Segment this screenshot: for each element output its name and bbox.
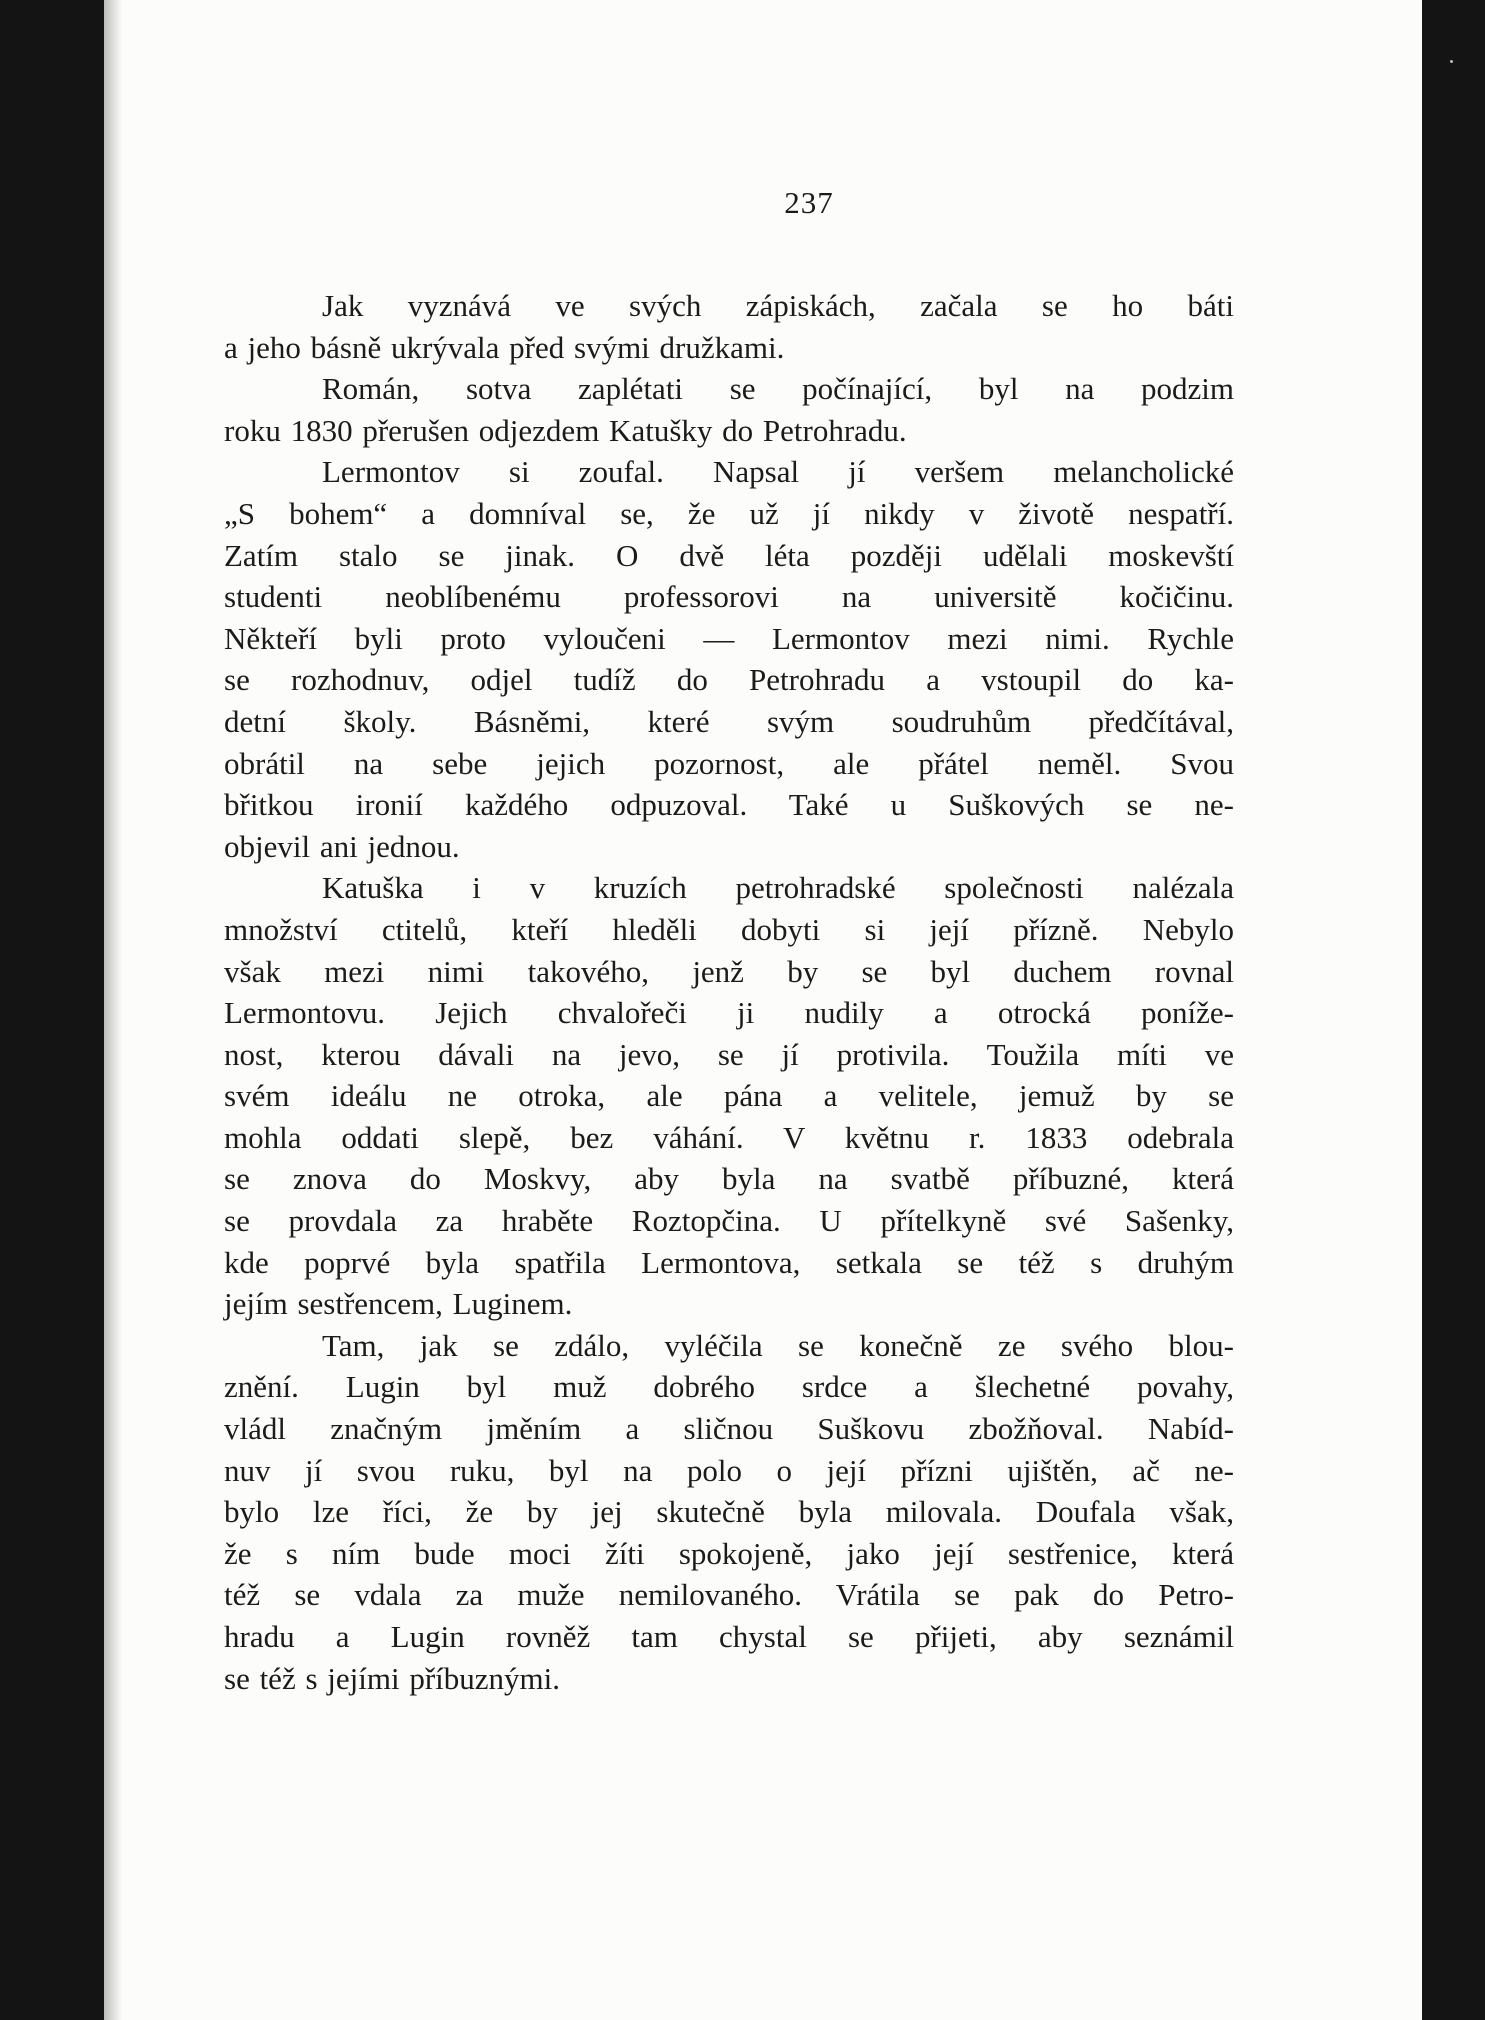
text-line: studenti neoblíbenému professorovi na universitě kočičinu. (224, 579, 1234, 615)
text-line: Zatím stalo se jinak. O dvě léta později udělali moskevští (224, 537, 1234, 573)
text-line: nuv jí svou ruku, byl na polo o její přízni ujištěn, ač ne- (224, 1452, 1234, 1488)
text-line: Někteří byli proto vyloučeni — Lermontov mezi nimi. Rychle (224, 620, 1234, 656)
text-line: kde poprvé byla spatřila Lermontova, setkala se též s druhým (224, 1244, 1234, 1280)
text-line: se též s jejími příbuznými. (224, 1660, 561, 1696)
text-line: Lermontovu. Jejich chvalořeči ji nudily a otrocká poníže- (224, 995, 1234, 1031)
text-line: nost, kterou dávali na jevo, se jí protivila. Toužila míti ve (224, 1036, 1234, 1072)
text-line: obrátil na sebe jejich pozornost, ale přátel neměl. Svou (224, 745, 1234, 781)
text-line: břitkou ironií každého odpuzoval. Také u Suškových se ne- (224, 787, 1234, 823)
text-line: bylo lze říci, že by jej skutečně byla milovala. Doufala však, (224, 1494, 1234, 1530)
gutter-shadow (104, 0, 122, 2020)
text-line: Lermontov si zoufal. Napsal jí veršem melancholické (322, 454, 1234, 490)
text-line: detní školy. Básněmi, které svým soudruhům předčítával, (224, 703, 1234, 739)
text-line: se rozhodnuv, odjel tudíž do Petrohradu a vstoupil do ka- (224, 662, 1234, 698)
text-line: jejím sestřencem, Luginem. (224, 1286, 573, 1322)
text-line: Katuška i v kruzích petrohradské společnosti nalézala (322, 870, 1234, 906)
text-line: „S bohem“ a domníval se, že už jí nikdy v životě nespatří. (224, 495, 1234, 531)
page-number: 237 (784, 185, 834, 220)
text-line: svém ideálu ne otroka, ale pána a velitele, jemuž by se (224, 1078, 1234, 1114)
text-line: roku 1830 přerušen odjezdem Katušky do Petrohradu. (224, 412, 907, 448)
text-line: mohla oddati slepě, bez váhání. V květnu r. 1833 odebrala (224, 1119, 1234, 1155)
book-page (104, 0, 1422, 2020)
text-line: též se vdala za muže nemilovaného. Vrátila se pak do Petro- (224, 1577, 1234, 1613)
text-line: množství ctitelů, kteří hleděli dobyti si její přízně. Nebylo (224, 911, 1234, 947)
text-line: znění. Lugin byl muž dobrého srdce a šlechetné povahy, (224, 1369, 1234, 1405)
text-line: se provdala za hraběte Roztopčina. U přítelkyně své Sašenky, (224, 1203, 1234, 1239)
text-line: objevil ani jednou. (224, 828, 460, 864)
paper-speck (1450, 60, 1453, 63)
text-line: že s ním bude moci žíti spokojeně, jako její sestřenice, která (224, 1535, 1234, 1571)
body-text (224, 285, 1234, 1699)
text-line: a jeho básně ukrývala před svými družkami. (224, 329, 785, 365)
text-line: hradu a Lugin rovněž tam chystal se přijeti, aby seznámil (224, 1619, 1234, 1654)
text-line: se znova do Moskvy, aby byla na svatbě příbuzné, která (224, 1161, 1234, 1197)
text-line: Tam, jak se zdálo, vyléčila se konečně ze svého blou- (322, 1327, 1234, 1363)
text-line: Román, sotva zaplétati se počínající, byl na podzim (322, 371, 1234, 407)
text-line: vládl značným jměním a sličnou Suškovu zbožňoval. Nabíd- (224, 1411, 1234, 1447)
text-line: však mezi nimi takového, jenž by se byl duchem rovnal (224, 953, 1234, 989)
text-line: Jak vyznává ve svých zápiskách, začala se ho báti (322, 288, 1234, 323)
